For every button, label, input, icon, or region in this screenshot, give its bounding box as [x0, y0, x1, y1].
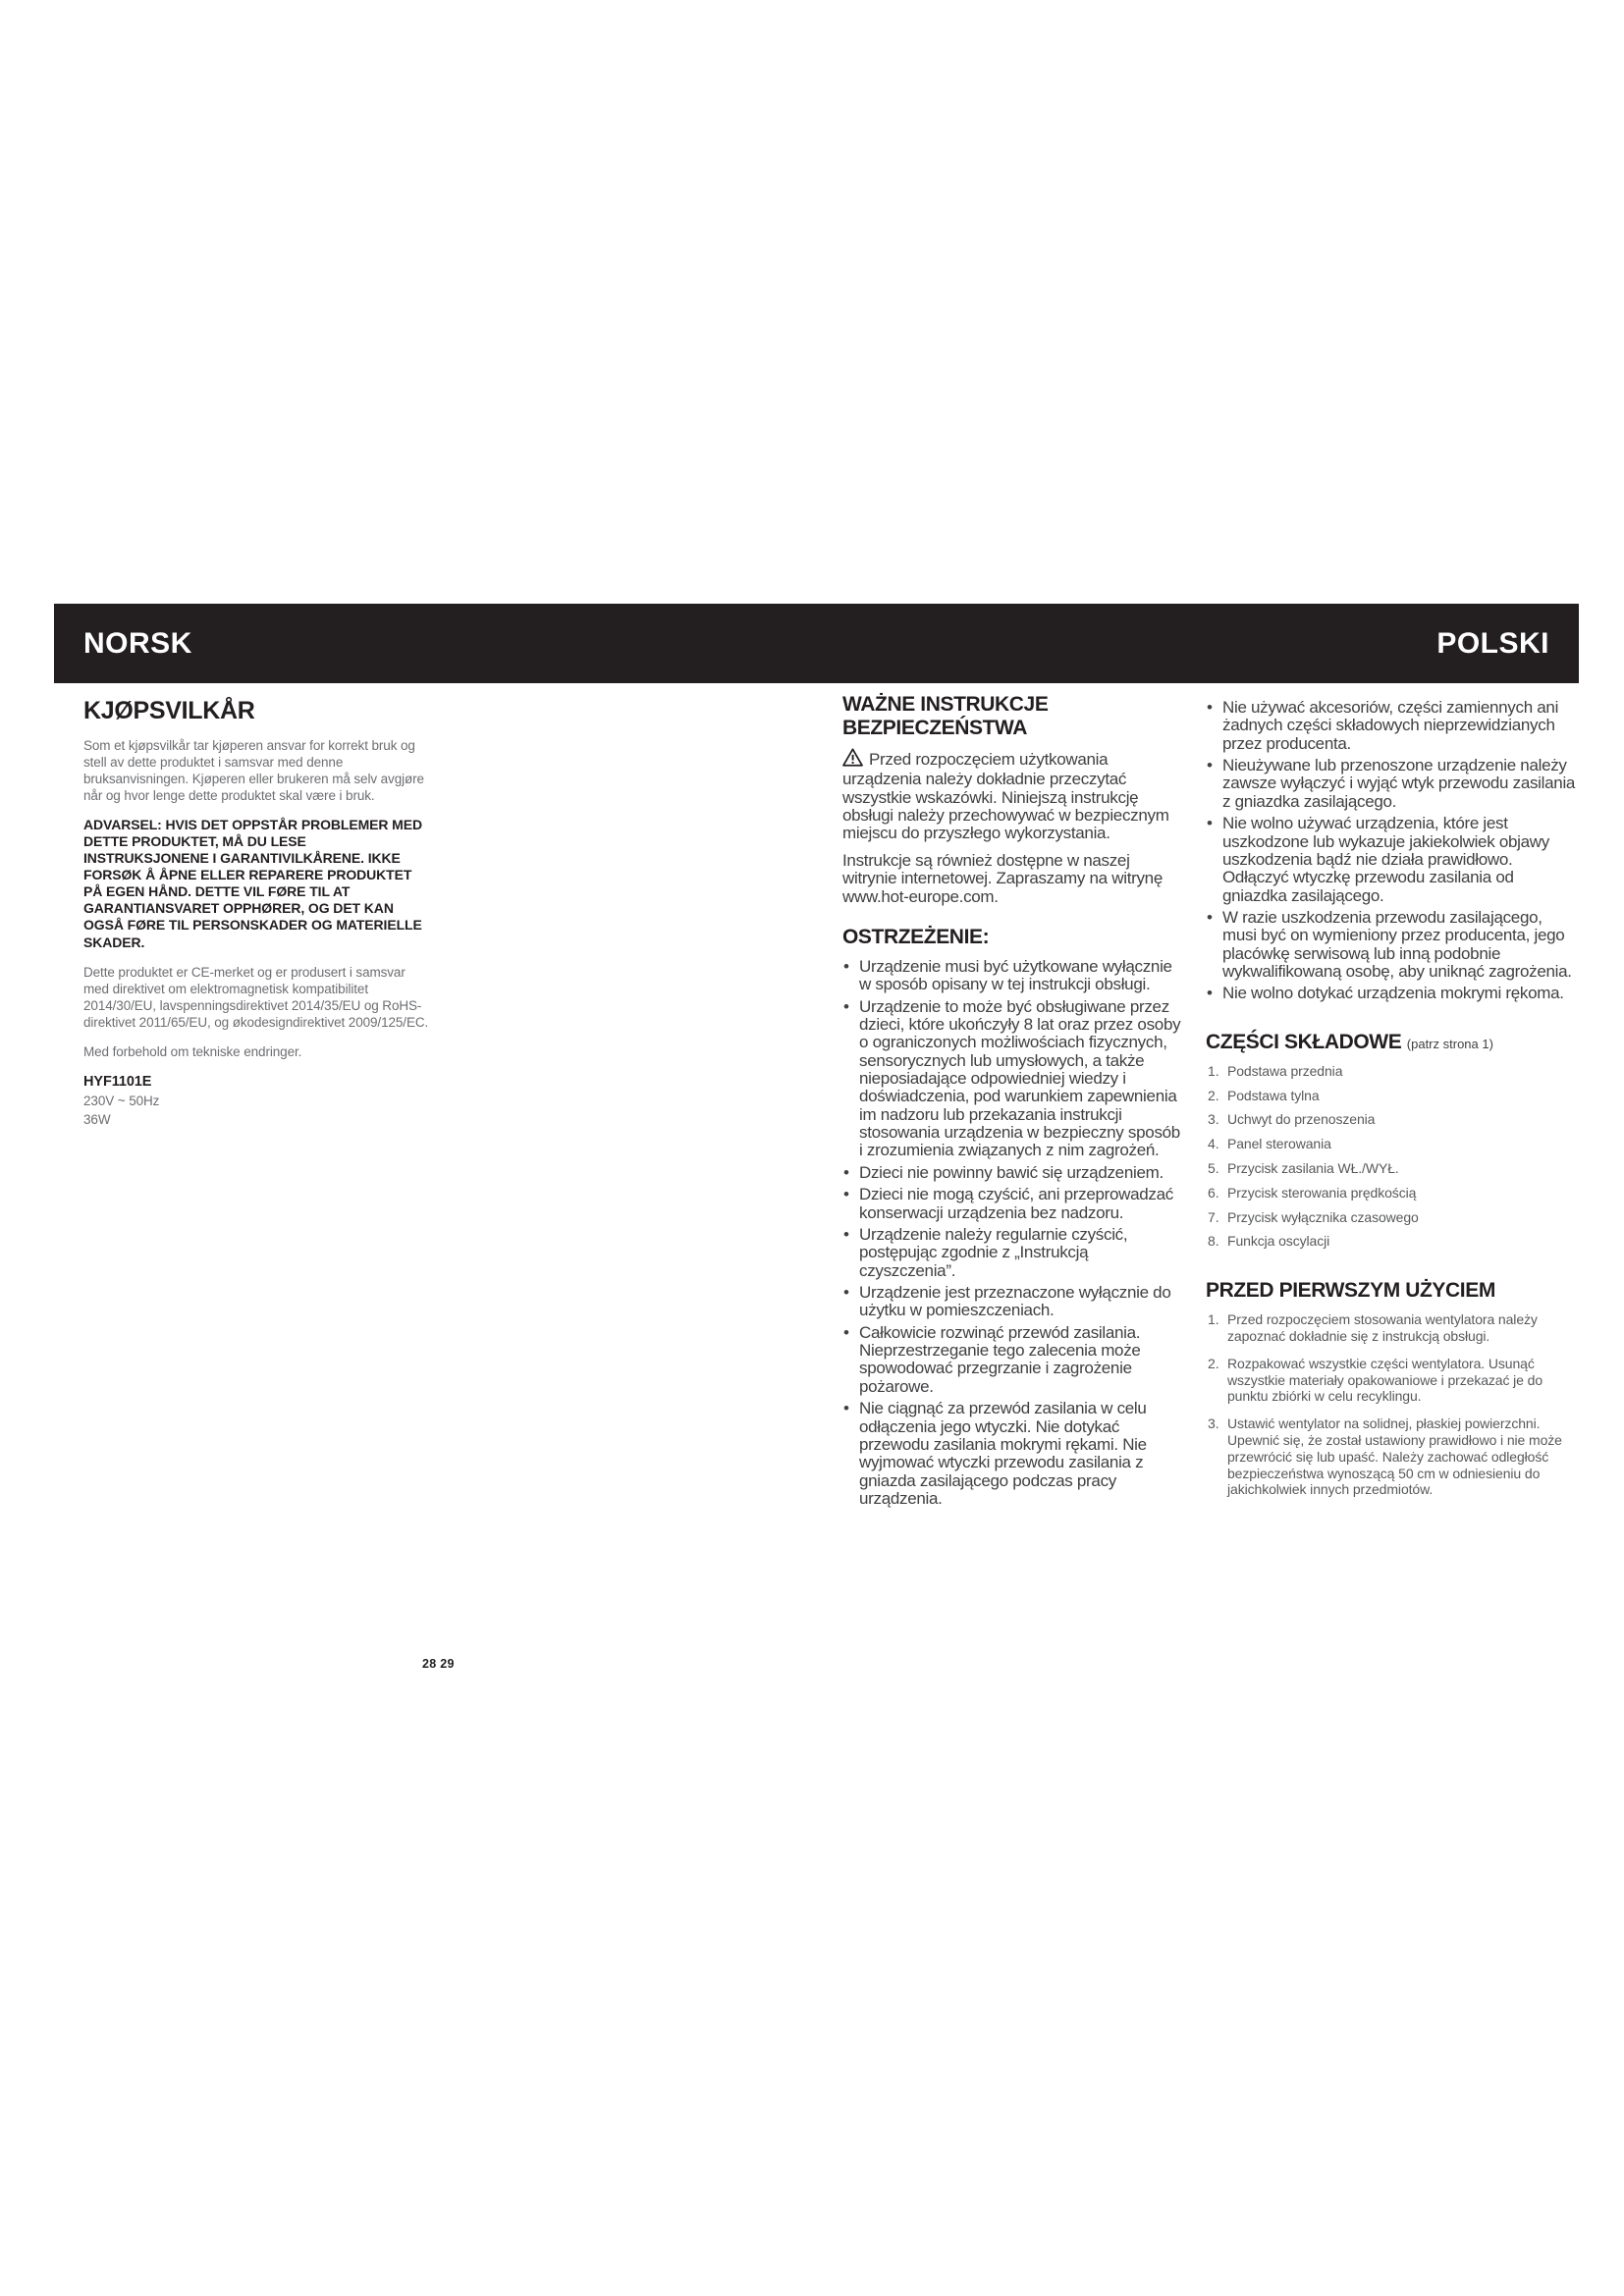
- part-list-item: Uchwyt do przenoszenia: [1227, 1111, 1376, 1128]
- wattage-spec: 36W: [83, 1111, 111, 1127]
- warning-triangle-icon: [842, 748, 863, 771]
- warning-list-item: • Nieużywane lub przenoszone urządzenie należy zawsze wyłączyć i wyjąć wtyk przewodu zasilania z gniazdka zasilającego.: [1206, 757, 1577, 811]
- page-numbers: 28 29: [422, 1657, 455, 1671]
- part-list-item: Przycisk zasilania WŁ./WYŁ.: [1227, 1159, 1399, 1176]
- warning-list-item: • Całkowicie rozwinąć przewód zasilania. Nieprzestrzeganie tego zalecenia może spowodować przegrzanie i zagrożenie pożarowe.: [842, 1324, 1186, 1396]
- part-list-item: Funkcja oscylacji: [1227, 1233, 1330, 1250]
- step-list-item: Przed rozpoczęciem stosowania wentylatora należy zapoznać dokładnie się z instrukcją obsługi.: [1227, 1311, 1538, 1344]
- parts-title: [1206, 1031, 1577, 1054]
- polski-intro-text: Przed rozpoczęciem użytkowania urządzenia należy dokładnie przeczytać wszystkie wskazówki. Niniejszą instrukcję obsługi należy przechowywać w bezpiecznym miejscu do przyszłego wykorzystania.: [842, 750, 1169, 843]
- parts-list: [1206, 1063, 1577, 1250]
- norsk-section: [83, 697, 429, 1130]
- model-number: HYF1101E: [83, 1073, 152, 1090]
- polski-safety-column: [842, 693, 1186, 1512]
- language-label-norsk: NORSK: [83, 626, 192, 660]
- warning-list-item: • Dzieci nie mogą czyścić, ani przeprowadzać konserwacji urządzenia bez nadzoru.: [842, 1186, 1186, 1222]
- norsk-terms-paragraph: Som et kjøpsvilkår tar kjøperen ansvar for korrekt bruk og stell av dette produktet i samsvar med denne bruksanvisningen. Kjøperen eller brukeren må selv avgjøre når og hvor lenge dette produktet skal være i bruk.: [83, 738, 424, 803]
- warning-list-item: • W razie uszkodzenia przewodu zasilającego, musi być on wymieniony przez producenta, jego placówkę serwisową lub inną podobnie wykwalifikowaną osobę, aby uniknąć zagrożenia.: [1206, 909, 1577, 981]
- polski-right-column: [1206, 699, 1577, 1509]
- step-list-item: Ustawić wentylator na solidnej, płaskiej powierzchni. Upewnić się, że został ustawiony prawidłowo i nie może przewrócić się lub upaść. Należy zachować odległość bezpieczeństwa wynoszącą 50 cm w odniesieniu do jakichkolwiek innych przedmiotów.: [1227, 1415, 1562, 1498]
- polski-warning-list: [842, 958, 1186, 1508]
- warning-list-item: • Dzieci nie powinny bawić się urządzeniem.: [842, 1164, 1186, 1182]
- polski-website-paragraph: Instrukcje są również dostępne w naszej witrynie internetowej. Zapraszamy na witrynę www.hot-europe.com.: [842, 850, 1163, 906]
- warning-list-item: • Urządzenie musi być użytkowane wyłącznie w sposób opisany w tej instrukcji obsługi.: [842, 958, 1186, 994]
- polski-warning-list-continued: [1206, 699, 1577, 1003]
- parts-title-note: (patrz strona 1): [1406, 1036, 1493, 1051]
- parts-title-text: CZĘŚCI SKŁADOWE: [1206, 1030, 1402, 1053]
- norsk-changes-note: Med forbehold om tekniske endringer.: [83, 1043, 302, 1059]
- polski-warning-title: OSTRZEŻENIE:: [842, 925, 990, 948]
- step-list-item: Rozpakować wszystkie części wentylatora. Usunąć wszystkie materiały opakowaniowe i przekazać je do punktu zbiórki w celu recyklingu.: [1227, 1355, 1543, 1405]
- warning-list-item: • Urządzenie należy regularnie czyścić, postępując zgodnie z „Instrukcją czyszczenia”.: [842, 1226, 1186, 1280]
- norsk-warning-paragraph: ADVARSEL: HVIS DET OPPSTÅR PROBLEMER MED DETTE PRODUKTET, MÅ DU LESE INSTRUKSJONENE I GARANTIVILKÅRENE. IKKE FORSØK Å ÅPNE ELLER REPARERE PRODUKTET PÅ EGEN HÅND. DETTE VIL FØRE TIL AT GARANTIANSVARET OPPHØRER, OG DET KAN OGSÅ FØRE TIL PERSONSKADER OG MATERIELLE SKADER.: [83, 817, 422, 950]
- polski-intro-paragraph: [842, 748, 1186, 843]
- warning-list-item: • Nie ciągnąć za przewód zasilania w celu odłączenia jego wtyczki. Nie dotykać przewodu zasilania mokrymi rękami. Nie wyjmować wtyczki przewodu zasilania z gniazda zasilającego podczas pracy urządzenia.: [842, 1400, 1186, 1508]
- warning-list-item: • Urządzenie to może być obsługiwane przez dzieci, które ukończyły 8 lat oraz przez osoby o ograniczonych możliwościach fizycznych, sensorycznych lub umysłowych, a także nieposiadające odpowiedniej wiedzy i doświadczenia, pod warunkiem zapewnienia im nadzoru lub przekazania instrukcji stosowania urządzenia w bezpieczny sposób i zrozumienia związanych z nim zagrożeń.: [842, 998, 1186, 1160]
- before-first-use-title: PRZED PIERWSZYM UŻYCIEM: [1206, 1279, 1495, 1303]
- norsk-ce-paragraph: Dette produktet er CE-merket og er produsert i samsvar med direktivet om elektromagnetisk kompatibilitet 2014/30/EU, lavspenningsdirektivet 2014/35/EU og RoHS-direktivet 2011/65/EU, og økodesigndirektivet 2009/125/EC.: [83, 964, 429, 1030]
- language-header-bar: [54, 604, 1579, 683]
- voltage-spec: 230V ~ 50Hz: [83, 1093, 160, 1108]
- polski-safety-title: WAŻNE INSTRUKCJE BEZPIECZEŃSTWA: [842, 693, 1049, 739]
- part-list-item: Przycisk sterowania prędkością: [1227, 1184, 1417, 1201]
- part-list-item: Podstawa przednia: [1227, 1062, 1343, 1079]
- warning-list-item: • Nie wolno dotykać urządzenia mokrymi rękoma.: [1206, 985, 1577, 1002]
- warning-list-item: • Nie używać akcesoriów, części zamiennych ani żadnych części składowych nieprzewidzianych przez producenta.: [1206, 699, 1577, 753]
- warning-list-item: • Urządzenie jest przeznaczone wyłącznie do użytku w pomieszczeniach.: [842, 1284, 1186, 1320]
- part-list-item: Podstawa tylna: [1227, 1087, 1320, 1103]
- before-first-use-list: [1206, 1311, 1577, 1498]
- part-list-item: Panel sterowania: [1227, 1136, 1331, 1152]
- language-label-polski: POLSKI: [1436, 626, 1549, 660]
- warning-list-item: • Nie wolno używać urządzenia, które jest uszkodzone lub wykazuje jakiekolwiek objawy uszkodzenia bądź nie działa prawidłowo. Odłączyć wtyczkę przewodu zasilania od gniazdka zasilającego.: [1206, 815, 1577, 905]
- part-list-item: Przycisk wyłącznika czasowego: [1227, 1208, 1419, 1225]
- norsk-title: KJØPSVILKÅR: [83, 697, 255, 724]
